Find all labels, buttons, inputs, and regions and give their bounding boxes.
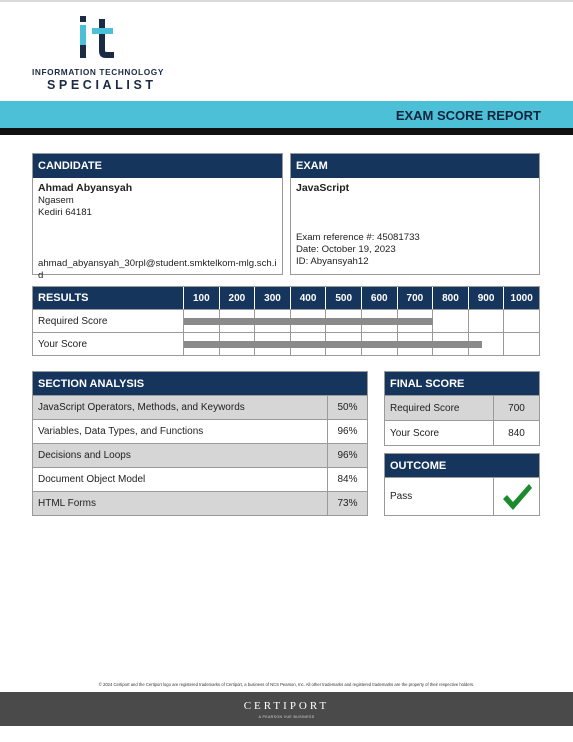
footer-bar — [0, 692, 573, 726]
scale-tick: 800 — [432, 287, 468, 309]
section-row — [33, 467, 367, 491]
results-row-label: Required Score — [38, 315, 108, 327]
top-border — [0, 0, 573, 2]
section-score: 73% — [327, 492, 367, 515]
section-name: Decisions and Loops — [38, 450, 131, 461]
section-name: Document Object Model — [38, 474, 146, 485]
results-table — [32, 286, 540, 356]
section-score: 96% — [327, 420, 367, 443]
outcome-check-cell — [493, 478, 539, 515]
results-row-label: Your Score — [38, 338, 88, 350]
final-score-value: 840 — [493, 421, 539, 445]
scale-tick: 100 — [183, 287, 219, 309]
report-banner — [0, 101, 573, 128]
legal-notice: © 2024 Certiport and the Certiport logo are registered trademarks of Certiport, a business of NCS Pearson, Inc. All other trademarks and registered trademarks are the property of their respective holders. — [98, 682, 475, 687]
results-row-required — [33, 309, 539, 332]
outcome-header: OUTCOME — [385, 454, 539, 477]
scale-tick: 500 — [325, 287, 361, 309]
final-score-label: Required Score — [390, 402, 460, 414]
page-bottom — [0, 726, 573, 742]
certiport-logo: CERTIPORT — [243, 700, 330, 712]
candidate-address-line1: Ngasem — [38, 195, 74, 206]
scale-tick: 700 — [397, 287, 433, 309]
results-row-yours — [33, 332, 539, 355]
grid-cell — [432, 310, 468, 332]
report-title: EXAM SCORE REPORT — [395, 108, 541, 123]
final-score-row — [385, 420, 539, 445]
candidate-header: CANDIDATE — [33, 154, 282, 178]
grid-cell — [503, 333, 539, 355]
final-score-value: 700 — [493, 396, 539, 420]
candidate-body — [33, 178, 282, 223]
candidate-email: ahmad_abyansyah_30rpl@student.smktelkom-mlg.sch.id — [38, 258, 277, 281]
section-score: 50% — [327, 396, 367, 419]
section-name: JavaScript Operators, Methods, and Keywords — [38, 402, 245, 413]
section-score: 96% — [327, 444, 367, 467]
outcome-result: Pass — [390, 491, 413, 502]
exam-body — [291, 178, 539, 199]
section-row — [33, 491, 367, 515]
required-score-bar — [184, 318, 433, 325]
section-row — [33, 395, 367, 419]
candidate-address-line2: Kediri 64181 — [38, 207, 92, 218]
section-score: 84% — [327, 468, 367, 491]
section-name: HTML Forms — [38, 498, 96, 509]
logo-title-line2: SPECIALIST — [47, 78, 157, 92]
grid-cell — [503, 310, 539, 332]
exam-panel — [290, 153, 540, 275]
section-analysis-header: SECTION ANALYSIS — [33, 372, 367, 395]
final-score-header: FINAL SCORE — [385, 372, 539, 395]
scale-tick: 1000 — [503, 287, 539, 309]
exam-id: ID: Abyansyah12 — [296, 256, 369, 267]
scale-tick: 400 — [290, 287, 326, 309]
exam-name: JavaScript — [296, 182, 350, 194]
candidate-name: Ahmad Abyansyah — [38, 182, 133, 194]
candidate-panel — [32, 153, 283, 281]
scale-tick: 900 — [468, 287, 504, 309]
results-header: RESULTS — [38, 292, 89, 304]
final-score-row — [385, 395, 539, 420]
scale-tick: 200 — [219, 287, 255, 309]
your-score-bar — [184, 341, 482, 348]
scale-tick: 600 — [361, 287, 397, 309]
grid-cell — [468, 310, 504, 332]
scale-tick: 300 — [254, 287, 290, 309]
certiport-tagline: A PEARSON VUE BUSINESS — [258, 715, 315, 719]
banner-divider — [0, 128, 573, 135]
outcome-table — [384, 453, 540, 516]
section-row — [33, 419, 367, 443]
logo-title-line1: INFORMATION TECHNOLOGY — [32, 67, 164, 77]
section-name: Variables, Data Types, and Functions — [38, 426, 204, 437]
section-analysis-table — [32, 371, 368, 516]
results-header-row — [33, 287, 539, 309]
it-logo-icon — [80, 16, 130, 58]
exam-details — [296, 232, 420, 268]
exam-date: Date: October 19, 2023 — [296, 244, 396, 255]
final-score-table — [384, 371, 540, 446]
section-row — [33, 443, 367, 467]
final-score-label: Your Score — [390, 427, 440, 439]
exam-header: EXAM — [291, 154, 539, 178]
checkmark-icon — [501, 482, 533, 512]
outcome-row — [385, 477, 539, 515]
exam-reference: Exam reference #: 45081733 — [296, 232, 420, 243]
